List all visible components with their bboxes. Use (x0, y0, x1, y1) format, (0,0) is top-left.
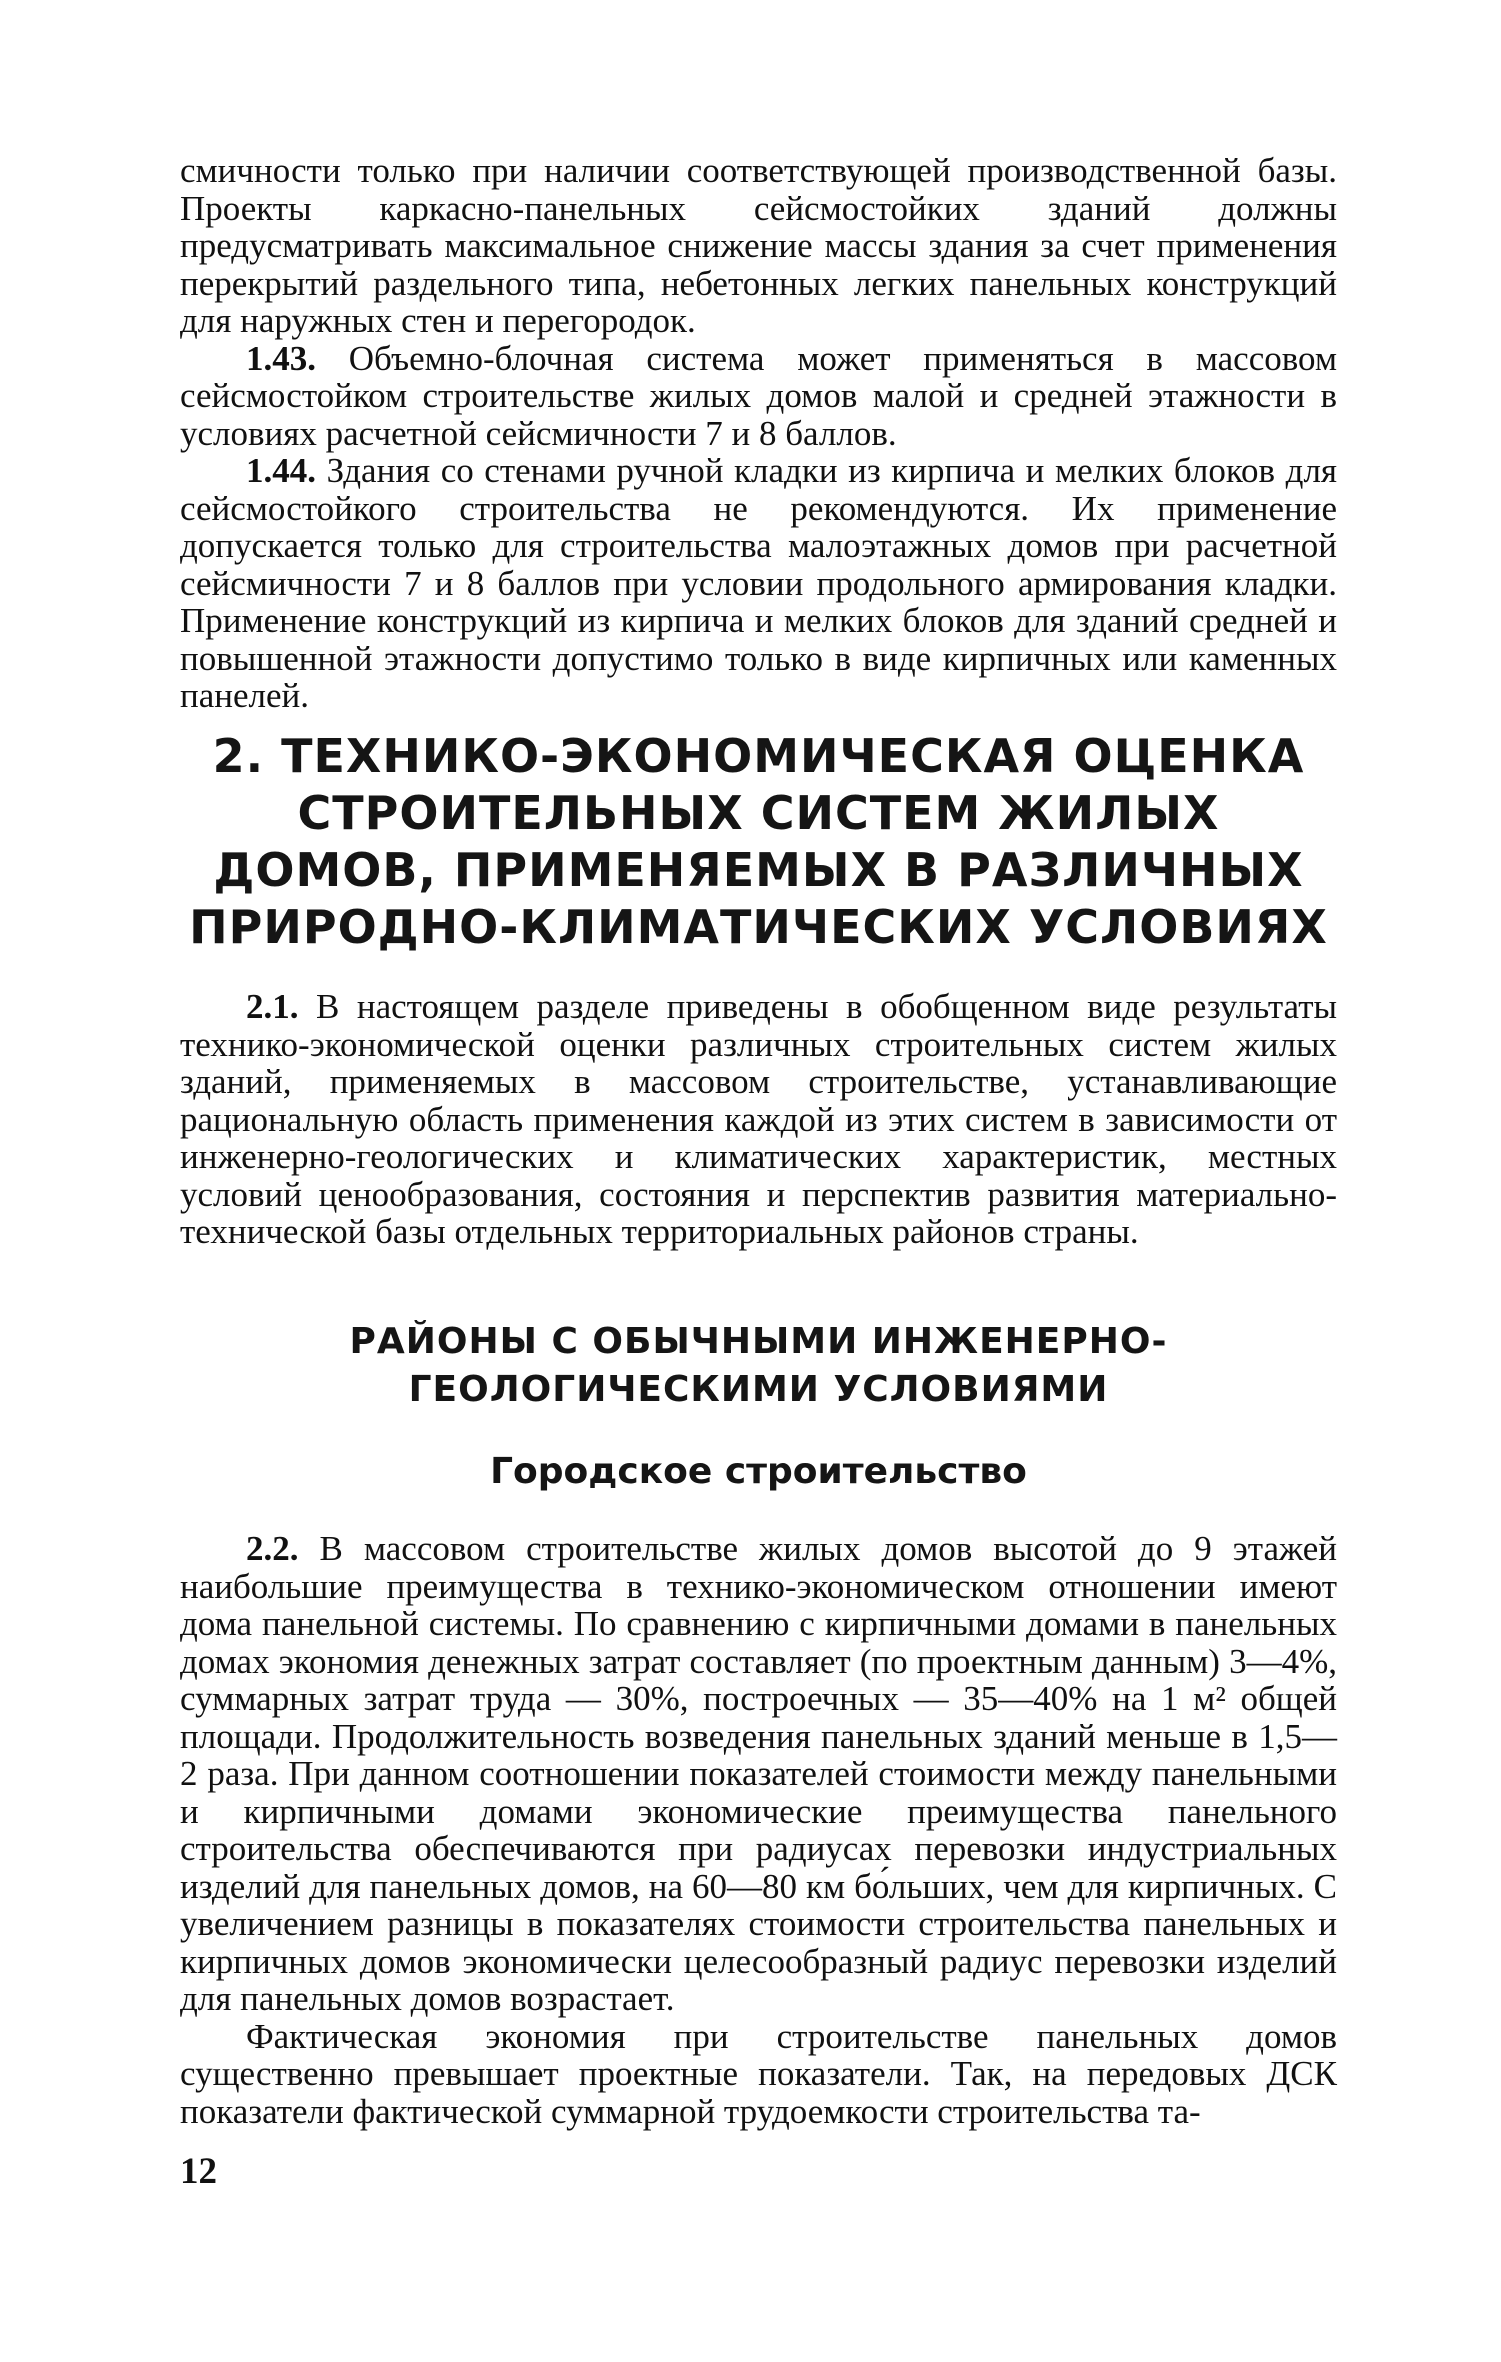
paragraph-last (180, 2018, 1337, 2131)
paragraph-number: 2.1. (246, 987, 299, 1026)
subsection-heading: РАЙОНЫ С ОБЫЧНЫМИ ИНЖЕНЕРНО-ГЕОЛОГИЧЕСКИМИ УСЛОВИЯМИ (349, 1321, 1168, 1410)
text-block-top (180, 152, 1337, 715)
paragraph-text: Объемно-блочная система может применяться в массовом сейсмостойком строительстве жилых домов малой и средней этажности в условиях расчетной сейсмичности 7 и 8 баллов. (180, 338, 1337, 453)
page-number: 12 (180, 2151, 217, 2192)
paragraph-1-44 (180, 452, 1337, 715)
paragraph-number: 2.2. (246, 1529, 299, 1568)
paragraph-text: Здания со стенами ручной кладки из кирпича и мелких блоков для сейсмостойкого строительства не рекомендуются. Их применение допускается только для строительства малоэтажных домов при расчетной сейсмичности 7 и 8 баллов при условии продольного армирования кладки. Применение конструкций из кирпича и мелких блоков для зданий средней и повышенной этажности допустимо только в виде кирпичных или каменных панелей. (180, 451, 1338, 715)
paragraph-number: 1.43. (246, 338, 316, 378)
text-block-2-1 (180, 988, 1337, 1251)
paragraph-2-2 (180, 1530, 1337, 2018)
sub-subsection-heading: Городское строительство (490, 1451, 1027, 1492)
text-block-2-2 (180, 1530, 1337, 2130)
section-heading: 2. ТЕХНИКО-ЭКОНОМИЧЕСКАЯ ОЦЕНКА СТРОИТЕЛЬНЫХ СИСТЕМ ЖИЛЫХ ДОМОВ, ПРИМЕНЯЕМЫХ В РАЗЛИЧНЫХ ПРИРОДНО-КЛИМАТИЧЕСКИХ УСЛОВИЯХ (189, 729, 1328, 954)
paragraph-text: В настоящем разделе приведены в обобщенном виде результаты технико-экономической оценки различных строительных систем жилых зданий, применяемых в массовом строительстве, устанавливающие рациональную область применения каждой из этих систем в зависимости от инженерно-геологических и климатических характеристик, местных условий ценообразования, состояния и перспектив развития материально-технической базы отдельных территориальных районов страны. (180, 987, 1337, 1251)
paragraph-continuation (180, 152, 1337, 340)
paragraph-2-1 (180, 988, 1337, 1251)
paragraph-text: смичности только при наличии соответствующей производственной базы. Проекты каркасно-панельных сейсмостойких зданий должны предусматривать максимальное снижение массы здания за счет применения перекрытий раздельного типа, небетонных легких панельных конструкций для наружных стен и перегородок. (180, 151, 1337, 340)
paragraph-1-43 (180, 340, 1337, 453)
paragraph-number: 1.44. (246, 451, 316, 490)
paragraph-text: В массовом строительстве жилых домов высотой до 9 этажей наибольшие преимущества в технико-экономическом отношении имеют дома панельной системы. По сравнению с кирпичными домами в панельных домах экономия денежных затрат составляет (по проектным данным) 3—4%, суммарных затрат труда — 30%, построечных — 35—40% на 1 м² общей площади. Продолжительность возведения панельных зданий меньше в 1,5—2 раза. При данном соотношении показателей стоимости между панельными и кирпичными домами экономические преимущества панельного строительства обеспечиваются при радиусах перевозки индустриальных изделий для панельных домов, на 60—80 км бо́льших, чем для кирпичных. С увеличением разницы в показателях стоимости строительства панельных и кирпичных домов экономически целесообразный радиус перевозки изделий для панельных домов возрастает. (180, 1529, 1337, 2018)
paragraph-text: Фактическая экономия при строительстве панельных домов существенно превышает проектные показатели. Так, на передовых ДСК показатели фактической суммарной трудоемкости строительства та- (180, 2016, 1337, 2131)
